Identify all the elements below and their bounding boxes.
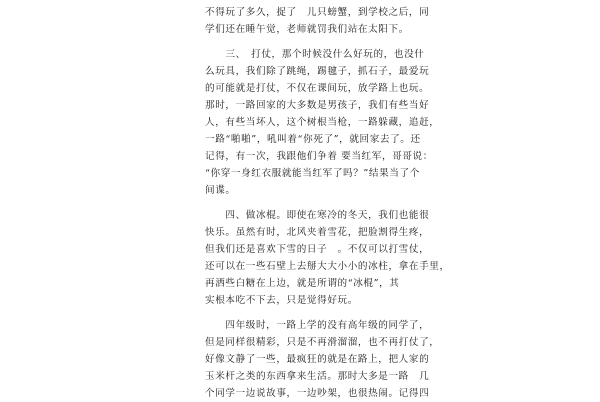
paragraph-gap — [205, 199, 405, 207]
text-line: 人，有些当坏人，这个树根当枪，一路躲藏，追赶， — [205, 117, 440, 128]
paragraph-gap — [205, 309, 405, 317]
paragraph-gap — [205, 38, 405, 46]
paragraph-3 — [205, 207, 450, 309]
text-line: 不得玩了多久，捉了 儿只螃蟹，到学校之后，同 — [205, 7, 430, 18]
text-line: 么玩具，我们除了跳绳，踢毽子，抓石子，最爱玩 — [205, 66, 430, 77]
paragraph-1 — [205, 4, 430, 38]
text-line: 实根本吃不下去，只是觉得好玩。 — [205, 295, 358, 306]
text-line: 玉米杆之类的东西拿来生活。那时大多是一路 几 — [205, 371, 430, 382]
text-line: 学们还在睡午觉，老师就罚我们站在太阳下。 — [205, 24, 409, 35]
text-line: “你穿一身红衣服就能当红军了吗？”结果当了个 — [205, 168, 420, 179]
text-line: 间谍。 — [205, 185, 236, 196]
text-line: 那时，一路回家的大多数是男孩子，我们有些当好 — [205, 100, 430, 111]
text-line: 但是同样很精彩，只是不再滑溜溜，也不再打仗了， — [205, 337, 440, 348]
paragraph-2 — [205, 46, 440, 199]
text-line: 的可能就是打仗，不仅在课间玩，放学路上也玩。 — [205, 83, 430, 94]
text-line: 一路“啪啪”，吼叫着“你死了”，就回家去了。还 — [205, 134, 421, 145]
document-page — [205, 4, 450, 402]
text-line: 三、 打仗，那个时候没什么好玩的，也没什 — [205, 49, 425, 60]
text-line: 快乐。虽然有时，北风夹着雪花，把脸割得生疼， — [205, 227, 430, 238]
text-line: 记得，有一次，我跟他们争着 要当红军，哥哥说： — [205, 151, 433, 162]
text-line: 好像文静了一些，最疯狂的就是在路上，把人家的 — [205, 354, 430, 365]
text-line: 四年级时，一路上学的没有高年级的同学了， — [205, 320, 430, 331]
paragraph-4 — [205, 317, 440, 402]
text-line: 还可以在一些石壁上去掰大大小小的冰柱，拿在手里， — [205, 261, 450, 272]
text-line: 但我们还是喜欢下雪的日子 。不仅可以打雪仗， — [205, 244, 430, 255]
text-line: 四、做冰棍。即使在寒冷的冬天，我们也能很 — [205, 210, 430, 221]
text-line: 再洒些白糖在上边，就是所谓的“冰棍”，其 — [205, 278, 400, 289]
text-line: 个同学一边说故事，一边吵架，也很热闹。记得四 — [205, 388, 430, 399]
